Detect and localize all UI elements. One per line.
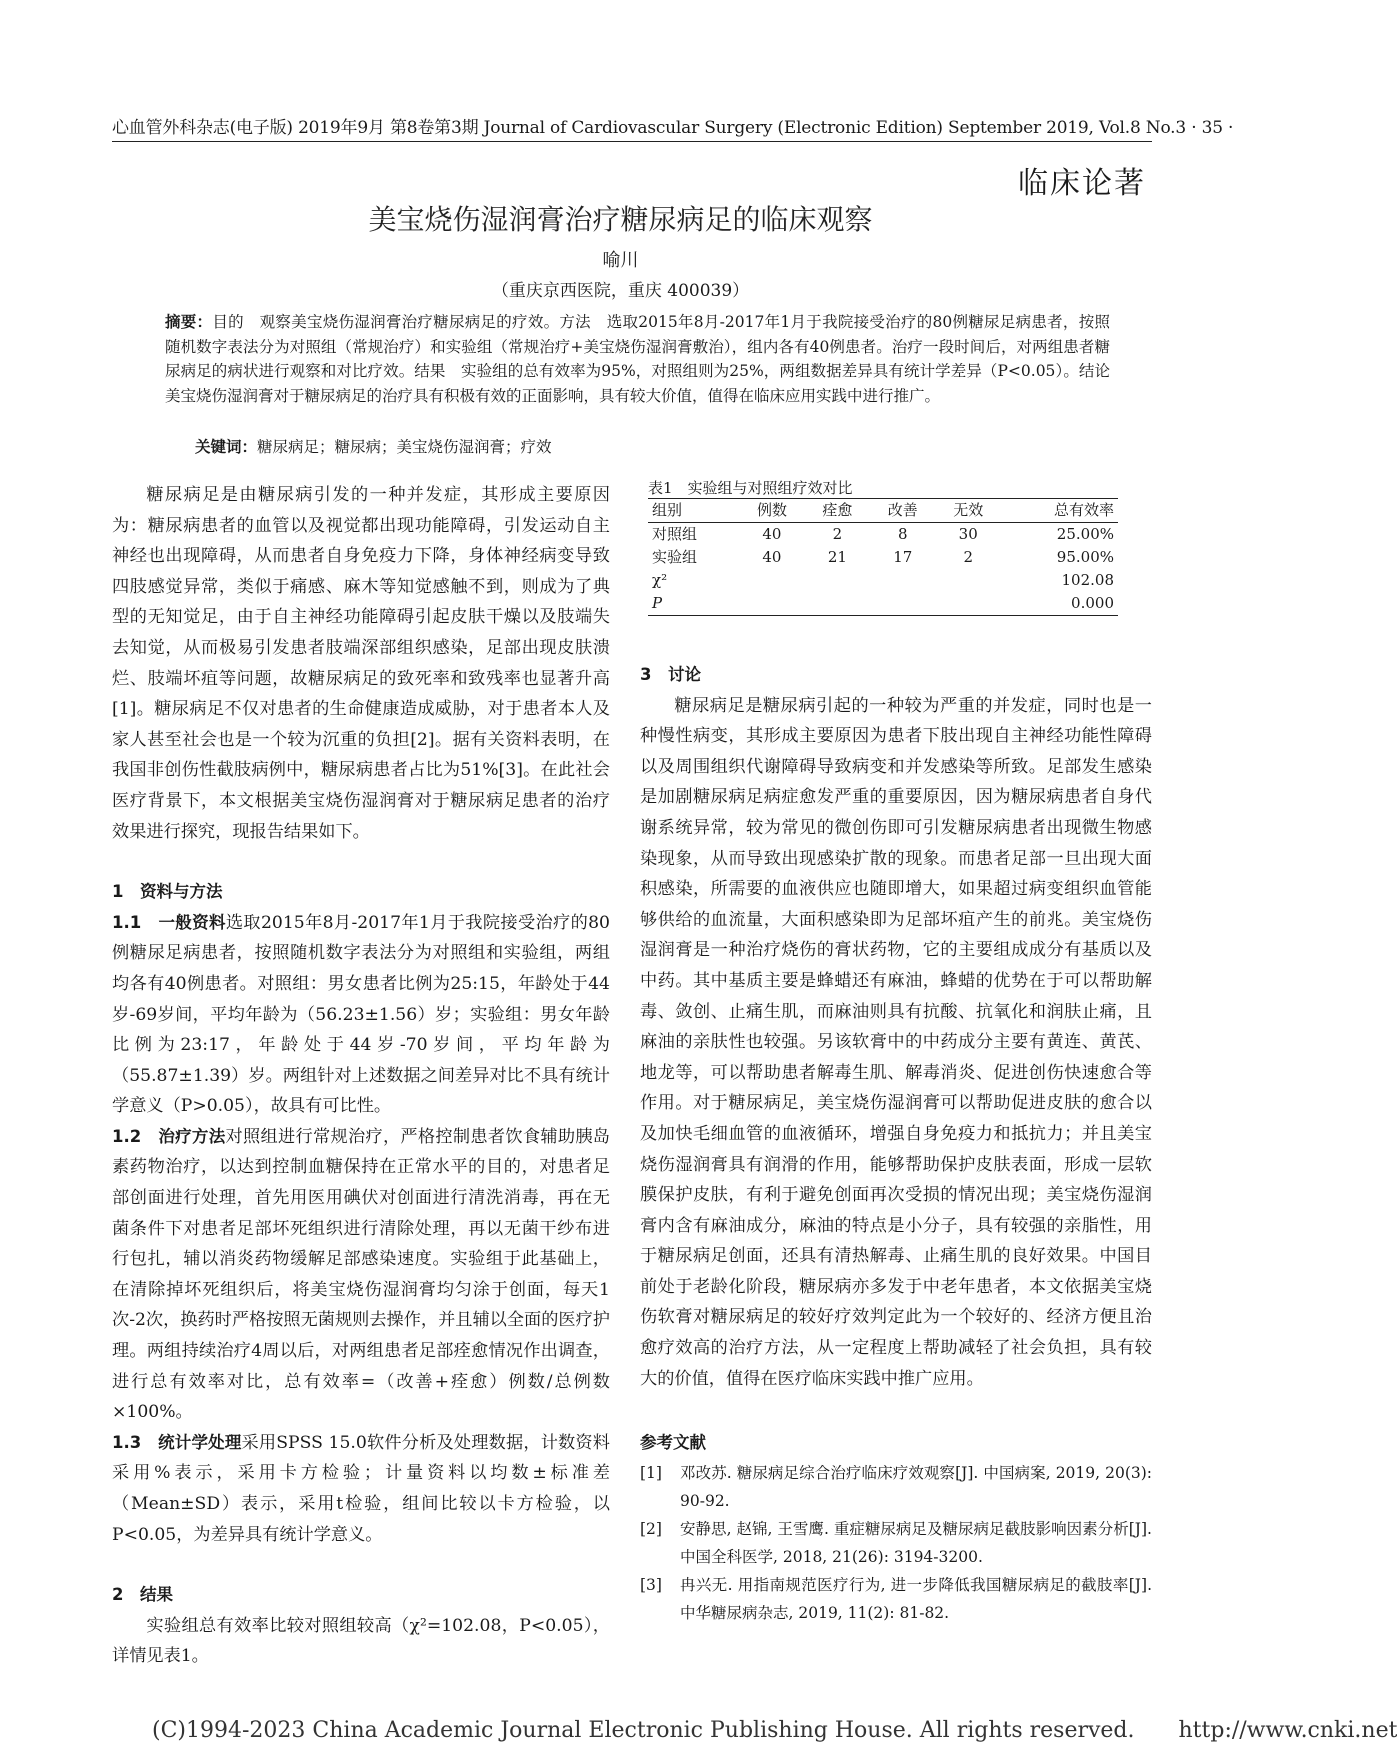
table-header-cell: 例数 [739,499,804,523]
table-cell: 2 [963,548,973,566]
table-header-cell: 痊愈 [805,499,870,523]
table-cell: 8 [898,525,908,543]
reference-item [640,1571,1152,1627]
section-1-heading: 1 资料与方法 [112,882,223,902]
section-1-1-heading: 1.1 一般资料 [112,912,226,932]
section-1-2 [112,1122,610,1428]
left-column [112,480,610,1672]
abstract-label: 摘要： [165,312,213,331]
table-cell [936,569,1001,592]
table-cell: 2 [832,525,843,543]
table-1 [648,498,1118,616]
abstract-text: 目的 观察美宝烧伤湿润膏治疗糖尿病足的疗效。方法 选取2015年8月-2017年1月于我院接受治疗的80例糖尿足病患者，按照随机数字表法分为对照组（常规治疗）和实验组（常规治疗+美宝烧伤湿润膏敷治），组内各有40例患者。治疗一段时间后，对两组患者糖尿病足的病状进行观察和对比疗效。结果 实验组的总有效率为95%，对照组则为25%，两组数据差异具有统计学差异（P<0.05）。结论 美宝烧伤湿润膏对于糖尿病足的治疗具有积极有效的正面影响，具有较大价值，值得在临床应用实践中进行推广。 [165,313,1126,405]
table-1-caption: 表1 实验组与对照组疗效对比 [648,479,853,497]
section-2-text: 实验组总有效率比较对照组较高（χ²=102.08，P<0.05），详情见表1。 [112,1615,610,1667]
table-cell [805,569,870,592]
abstract [165,310,1126,408]
reference-number: [3] [640,1575,662,1594]
reference-text: 冉兴无. 用指南规范医疗行为, 进一步降低我国糖尿病足的截肢率[J]. 中华糖尿病杂志, 2019, 11(2): 81-82. [680,1575,1152,1622]
table-cell: 40 [762,525,782,543]
section-3-heading: 3 讨论 [640,665,701,684]
keywords-text: 糖尿病足；糖尿病；美宝烧伤湿润膏；疗效 [257,438,552,456]
table-cell: P [648,592,739,616]
table-cell: 40 [762,548,782,566]
table-cell: 25.00% [1056,525,1114,543]
table-cell [936,592,1001,616]
header-rule [112,141,1152,142]
table-row [648,569,1118,592]
table-cell [739,569,804,592]
article-author: 喻川 [602,250,639,271]
table-cell: 102.08 [1061,571,1114,589]
section-1-3-text: 采用SPSS 15.0软件分析及处理数据，计数资料采用%表示，采用卡方检验；计量资料以均数±标准差（Mean±SD）表示，采用t检验，组间比较以卡方检验，以P<0.05，为差异具有统计学意义。 [112,1432,610,1545]
reference-text: 安静思, 赵锦, 王雪鹰. 重症糖尿病足及糖尿病足截肢影响因素分析[J]. 中国全科医学, 2018, 21(26): 3194-3200. [680,1519,1152,1566]
section-1-3 [112,1428,610,1550]
reference-number: [2] [640,1519,662,1538]
section-tag: 临床论著 [1018,166,1146,201]
table-cell: 对照组 [652,525,698,543]
table-header-cell: 总有效率 [1001,499,1118,523]
reference-item [640,1515,1152,1571]
section-1-3-heading: 1.3 统计学处理 [112,1432,242,1452]
table-header-row [648,499,1118,523]
table-row [648,592,1118,616]
copyright-footer: (C)1994-2023 China Academic Journal Electronic Publishing House. All rights reserved. http://www.cnki.net [152,1718,1397,1743]
table-cell [805,592,870,616]
reference-number: [1] [640,1463,662,1482]
section-2-heading: 2 结果 [112,1585,173,1605]
references-list [640,1459,1152,1627]
table-header-cell: 组别 [648,499,739,523]
table-row [648,523,1118,547]
table-cell: 17 [893,548,913,566]
section-3-text: 糖尿病足是糖尿病引起的一种较为严重的并发症，同时也是一种慢性病变，其形成主要原因为患者下肢出现自主神经功能性障碍以及周围组织代谢障碍导致病变和并发感染等所致。足部发生感染是加剧糖尿病足病症愈发严重的重要原因，因为糖尿病患者自身代谢系统异常，较为常见的微创伤即可引发糖尿病患者出现微生物感染现象，从而导致出现感染扩散的现象。而患者足部一旦出现大面积感染，所需要的血液供应也随即增大，如果超过病变组织血管能够供给的血流量，大面积感染即为足部坏疽产生的前兆。美宝烧伤湿润膏是一种治疗烧伤的膏状药物，它的主要组成成分有基质以及中药。其中基质主要是蜂蜡还有麻油，蜂蜡的优势在于可以帮助解毒、敛创、止痛生肌，而麻油则具有抗酸、抗氧化和润肤止痛，且麻油的亲肤性也较强。另该软膏中的中药成分主要有黄连、黄芪、地龙等，可以帮助患者解毒生肌、解毒消炎、促进创伤快速愈合等作用。对于糖尿病足，美宝烧伤湿润膏可以帮助促进皮肤的愈合以及加快毛细血管的血液循环，增强自身免疫力和抵抗力；并且美宝烧伤湿润膏具有润滑的作用，能够帮助保护皮肤表面，形成一层软膜保护皮肤，有利于避免创面再次受损的情况出现；美宝烧伤湿润膏内含有麻油成分，麻油的特点是小分子，具有较强的亲脂性，用于糖尿病足创面，还具有清热解毒、止痛生肌的良好效果。中国目前处于老龄化阶段，糖尿病亦多发于中老年患者，本文依据美宝烧伤软膏对糖尿病足的较好疗效判定此为一个较好的、经济方便且治愈疗效高的治疗方法，从一定程度上帮助减轻了社会负担，具有较大的价值，值得在医疗临床实践中推广应用。 [640,695,1152,1389]
table-cell: 21 [827,548,847,566]
section-1-1 [112,908,610,1122]
article-title: 美宝烧伤湿润膏治疗糖尿病足的临床观察 [368,203,873,236]
table-header-cell: 无效 [936,499,1001,523]
reference-item [640,1459,1152,1515]
table-cell [870,592,935,616]
right-column [640,478,1152,1627]
table-cell [870,569,935,592]
table-cell: 30 [958,525,978,543]
references-heading: 参考文献 [640,1433,706,1453]
table-cell: χ² [652,571,668,589]
table-header-cell: 改善 [870,499,935,523]
table-cell: 实验组 [652,548,698,566]
table-cell: 95.00% [1056,548,1114,566]
section-1-2-heading: 1.2 治疗方法 [112,1126,226,1146]
reference-text: 邓改苏. 糖尿病足综合治疗临床疗效观察[J]. 中国病案, 2019, 20(3): 90-92. [680,1463,1152,1510]
section-1-2-text: 对照组进行常规治疗，严格控制患者饮食辅助胰岛素药物治疗，以达到控制血糖保持在正常水平的目的，对患者足部创面进行处理，首先用医用碘伏对创面进行清洗消毒，再在无菌条件下对患者足部坏死组织进行清除处理，再以无菌干纱布进行包扎，辅以消炎药物缓解足部感染速度。实验组于此基础上，在清除掉坏死组织后，将美宝烧伤湿润膏均匀涂于创面，每天1次-2次，换药时严格按照无菌规则去操作，并且辅以全面的医疗护理。两组持续治疗4周以后，对两组患者足部痊愈情况作出调查，进行总有效率对比，总有效率=（改善+痊愈）例数/总例数×100%。 [112,1126,610,1423]
keywords [195,435,552,457]
table-row [648,546,1118,569]
keywords-label: 关键词： [195,437,258,456]
running-head: 心血管外科杂志(电子版) 2019年9月 第8卷第3期 Journal of Cardiovascular Surgery (Electronic Edition) September 2019, Vol.8 No.3 · 35 · [112,118,1234,138]
article-affiliation: （重庆京西医院，重庆 400039） [491,281,750,301]
table-cell: 0.000 [1001,592,1118,616]
section-1-1-text: 选取2015年8月-2017年1月于我院接受治疗的80例糖尿足病患者，按照随机数字表法分为对照组和实验组，两组均各有40例患者。对照组：男女患者比例为25:15，年龄处于44岁-69岁间，平均年龄为（56.23±1.56）岁；实验组：男女年龄比例为23:17，年龄处于44岁-70岁间，平均年龄为（55.87±1.39）岁。两组针对上述数据之间差异对比不具有统计学意义（P>0.05），故具有可比性。 [112,912,610,1117]
table-cell [739,592,804,616]
intro-paragraph: 糖尿病足是由糖尿病引发的一种并发症，其形成主要原因为：糖尿病患者的血管以及视觉都出现功能障碍，引发运动自主神经也出现障碍，从而患者自身免疫力下降，身体神经病变导致四肢感觉异常，类似于痛感、麻木等知觉感触不到，则成为了典型的无知觉足，由于自主神经功能障碍引起皮肤干燥以及肢端失去知觉，从而极易引发患者肢端深部组织感染，足部出现皮肤溃烂、肢端坏疽等问题，故糖尿病足的致死率和致残率也显著升高[1]。糖尿病足不仅对患者的生命健康造成威胁，对于患者本人及家人甚至社会也是一个较为沉重的负担[2]。据有关资料表明，在我国非创伤性截肢病例中，糖尿病患者占比为51%[3]。在此社会医疗背景下，本文根据美宝烧伤湿润膏对于糖尿病足患者的治疗效果进行探究，现报告结果如下。 [112,485,610,842]
